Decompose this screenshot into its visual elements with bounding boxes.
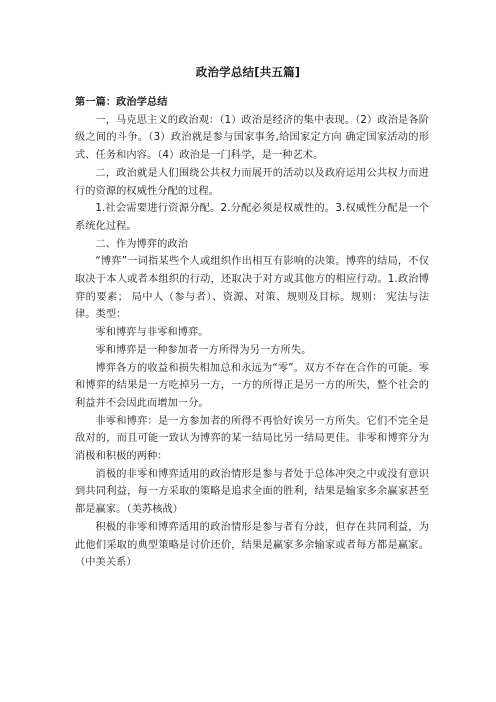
document-title: 政治学总结[共五篇] [195, 65, 301, 79]
paragraph-resource-allocation: 1.社会需要进行资源分配。2.分配必须是权威性的。3.权威性分配是一个系统化过程。 [75, 203, 429, 232]
section-heading: 第一篇：政治学总结 [75, 97, 168, 108]
paragraph-marxist-politics: 一，马克思主义的政治观：（1）政治是经济的集中表现。（2）政治是各阶级之间的斗争。（3）政治就是参与国家事务,给国家定方向 确定国家活动的形式、任务和内容。（4）政治是一门科学，是一种艺术。 [75, 114, 429, 162]
paragraph-positive-non-zero-sum: 积极的非零和博弈适用的政治情形是参与者有分歧，但存在共同利益，为此他们采取的典型策略是讨价还价，结果是赢家多余输家或者每方都是赢家。（中美关系） [75, 521, 429, 569]
paragraph-non-zero-sum: 非零和博弈：是一方参加者的所得不再恰好诶另一方所失。它们不完全是敌对的，而且可能一致认为博弈的某一结局比另一结局更佳。非零和博弈分为消极和积极的两种： [75, 415, 429, 463]
paragraph-zero-sum-definition: 零和博弈是一种参加者一方所得为另一方所失。 [95, 344, 312, 356]
paragraph-subheading-game-politics: 二、作为博弈的政治 [95, 238, 188, 250]
paragraph-zero-sum-detail: 博弈各方的收益和损失相加总和永远为“零”。双方不存在合作的可能。零和博弈的结果是一方吃掉另一方，一方的所得正是另一方的所失，整个社会的利益并不会因此而增加一分。 [75, 362, 429, 409]
document-body [75, 94, 429, 572]
paragraph-game-definition: “博弈”一词指某些个人或组织作出相互有影响的决策。博弈的结局，不仅取决于本人或者本组织的行动，还取决于对方或其他方的相应行动。1.政治博弈的要素； 局中人（参与者）、资源、对策、规则及目标。规则： 宪法与法律。类型： [75, 256, 429, 321]
paragraph-politics-definition: 二，政治就是人们围绕公共权力而展开的活动以及政府运用公共权力而进行的资源的权威性分配的过程。 [75, 167, 429, 197]
paragraph-game-types: 零和博弈与非零和博弈。 [95, 327, 209, 339]
paragraph-negative-non-zero-sum: 消极的非零和博弈适用的政治情形是参与者处于总体冲突之中或没有意识到共同利益，每一方采取的策略是追求全面的胜利，结果是输家多余赢家甚至都是赢家。（美苏核战） [75, 468, 429, 516]
